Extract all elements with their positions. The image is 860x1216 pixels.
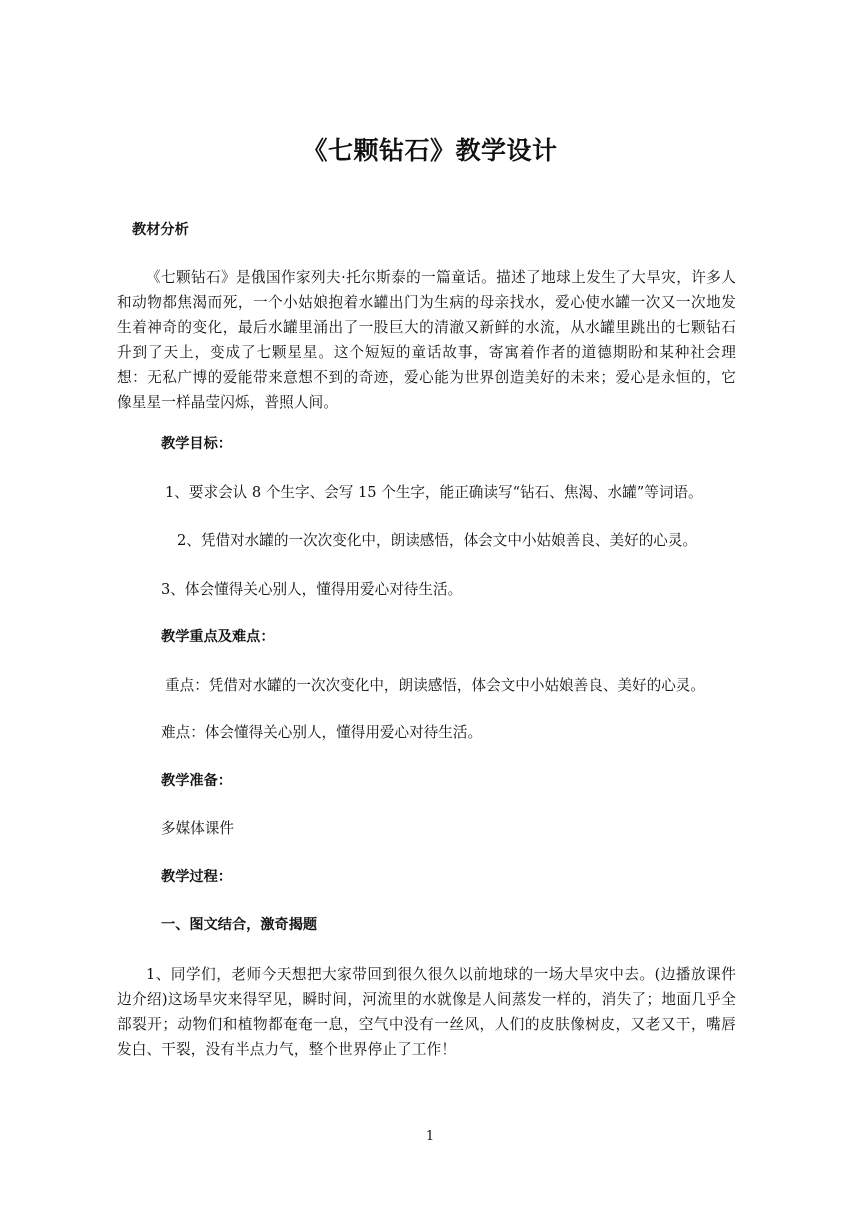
material-analysis-heading: 教材分析 — [132, 222, 189, 238]
teaching-goal-3: 3、体会懂得关心别人，懂得用爱心对待生活。 — [161, 581, 463, 598]
process-heading: 教学过程： — [161, 869, 232, 885]
document-title: 《七颗钻石》教学设计 — [302, 136, 558, 165]
key-point: 重点：凭借对水罐的一次次变化中，朗读感悟，体会文中小姑娘善良、美好的心灵。 — [165, 677, 705, 694]
teaching-goal-1: 1、要求会认 8 个生字、会写 15 个生字，能正确读写“钻石、焦渴、水罐”等词语。 — [165, 484, 703, 501]
key-points-heading: 教学重点及难点： — [161, 629, 275, 645]
page-number: 1 — [425, 1129, 435, 1144]
preparation-text: 多媒体课件 — [161, 820, 234, 837]
step-one-paragraph: 1、同学们，老师今天想把大家带回到很久很久以前地球的一场大旱灾中去。(边播放课件边介绍)这场旱灾来得罕见，瞬时间，河流里的水就像是人间蒸发一样的，消失了；地面几乎全部裂开；动物们和植物都奄奄一息，空气中没有一丝风，人们的皮肤像树皮，又老又干，嘴唇发白、干裂，没有半点力气，整个世界停止了工作！ — [117, 966, 736, 1058]
step-one-heading: 一、图文结合，激奇揭题 — [161, 917, 318, 933]
teaching-goals-heading: 教学目标： — [161, 436, 232, 452]
material-analysis-paragraph: 《七颗钻石》是俄国作家列夫·托尔斯泰的一篇童话。描述了地球上发生了大旱灾，许多人和动物都焦渴而死，一个小姑娘抱着水罐出门为生病的母亲找水，爱心使水罐一次又一次地发生着神奇的变化，最后水罐里涌出了一股巨大的清澈又新鲜的水流，从水罐里跳出的七颗钻石升到了天上，变成了七颗星星。这个短短的童话故事，寄寓着作者的道德期盼和某种社会理想：无私广博的爱能带来意想不到的奇迹，爱心能为世界创造美好的未来；爱心是永恒的，它像星星一样晶莹闪烁，普照人间。 — [117, 269, 736, 411]
difficult-point: 难点：体会懂得关心别人，懂得用爱心对待生活。 — [161, 724, 483, 741]
teaching-goal-2: 2、凭借对水罐的一次次变化中，朗读感悟，体会文中小姑娘善良、美好的心灵。 — [177, 532, 698, 549]
preparation-heading: 教学准备： — [161, 773, 232, 789]
